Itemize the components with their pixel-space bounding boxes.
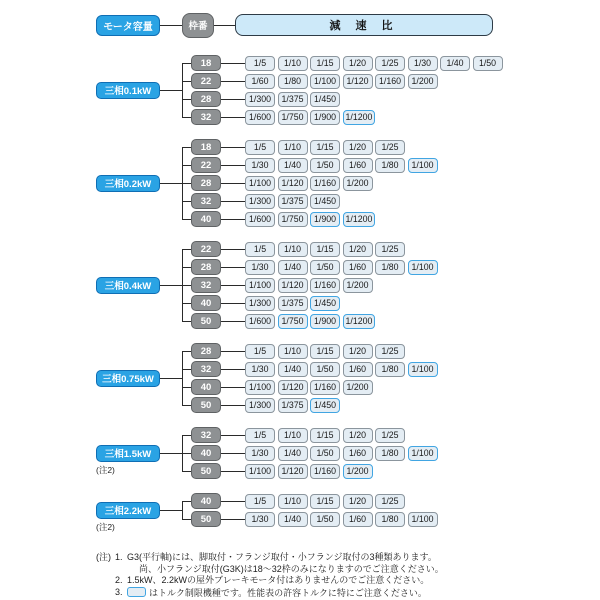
branch-line	[182, 351, 191, 352]
branch-line	[182, 117, 191, 118]
frame-number-box: 28	[191, 343, 221, 359]
ratio-box: 1/30	[245, 446, 275, 461]
ratio-box: 1/40	[278, 512, 308, 527]
frame-connector-line	[221, 219, 245, 220]
frame-row	[182, 174, 440, 192]
frame-row	[182, 192, 440, 210]
ratio-box: 1/100	[245, 176, 275, 191]
ratio-box: 1/450	[310, 92, 340, 107]
motor-capacity-label: 三相2.2kW	[96, 502, 160, 519]
branch-line	[182, 519, 191, 520]
frame-rows	[182, 492, 440, 528]
ratio-box: 1/20	[343, 140, 373, 155]
ratio-box: 1/15	[310, 428, 340, 443]
ratio-box: 1/20	[343, 494, 373, 509]
label-connector-line	[160, 90, 182, 91]
branch-line	[182, 435, 191, 436]
frame-number-box: 18	[191, 55, 221, 71]
ratio-box: 1/40	[440, 56, 470, 71]
ratio-box: 1/5	[245, 428, 275, 443]
motor-capacity-label: 三相0.4kW	[96, 277, 160, 294]
motor-label-column	[96, 175, 160, 192]
ratio-box: 1/80	[375, 446, 405, 461]
note-number: 1.	[115, 552, 123, 562]
branch-line	[182, 165, 191, 166]
frame-connector-line	[221, 117, 245, 118]
frame-connector-line	[221, 81, 245, 82]
ratio-box: 1/20	[343, 344, 373, 359]
branch-line	[182, 303, 191, 304]
ratio-box: 1/5	[245, 344, 275, 359]
ratio-box: 1/25	[375, 140, 405, 155]
motor-group	[96, 426, 600, 480]
ratio-box: 1/30	[245, 260, 275, 275]
torque-limited-sample-box	[127, 587, 146, 597]
note2-reference: (注2)	[96, 464, 115, 475]
ratio-box: 1/15	[310, 344, 340, 359]
frame-rows	[182, 240, 440, 330]
frame-number-header: 枠番	[182, 13, 214, 38]
ratio-box: 1/5	[245, 140, 275, 155]
ratio-box: 1/100	[245, 464, 275, 479]
ratio-box: 1/30	[245, 512, 275, 527]
ratio-box: 1/20	[343, 56, 373, 71]
frame-rows	[182, 426, 440, 480]
ratio-box: 1/15	[310, 242, 340, 257]
branch-line	[182, 81, 191, 82]
note2-reference: (注2)	[96, 521, 115, 532]
label-connector-line	[160, 510, 182, 511]
frame-connector-line	[221, 201, 245, 202]
frame-connector-line	[221, 99, 245, 100]
ratio-box: 1/30	[245, 158, 275, 173]
connector-line	[214, 25, 235, 26]
note-text	[127, 552, 444, 575]
frame-number-box: 32	[191, 277, 221, 293]
ratio-box: 1/300	[245, 194, 275, 209]
frame-number-box: 32	[191, 427, 221, 443]
frame-row	[182, 90, 505, 108]
ratio-box: 1/10	[278, 344, 308, 359]
branch-line	[182, 471, 191, 472]
frame-connector-line	[221, 453, 245, 454]
label-connector-line	[160, 453, 182, 454]
frame-rows	[182, 342, 440, 414]
frame-row	[182, 240, 440, 258]
ratio-box: 1/300	[245, 296, 275, 311]
branch-line	[182, 267, 191, 268]
ratio-box: 1/25	[375, 56, 405, 71]
frame-connector-line	[221, 165, 245, 166]
motor-groups-container	[96, 54, 600, 532]
frame-rows	[182, 138, 440, 228]
frame-connector-line	[221, 435, 245, 436]
frame-number-box: 50	[191, 313, 221, 329]
frame-row	[182, 138, 440, 156]
note-text	[127, 587, 427, 600]
note-text	[127, 575, 429, 587]
branch-line	[182, 249, 191, 250]
ratio-box: 1/60	[343, 446, 373, 461]
ratio-box: 1/60	[343, 158, 373, 173]
frame-row	[182, 294, 440, 312]
ratio-box: 1/50	[310, 260, 340, 275]
ratio-box: 1/160	[310, 464, 340, 479]
ratio-box-torque-limited: 1/100	[408, 446, 438, 461]
ratio-box-torque-limited: 1/1200	[343, 314, 376, 329]
ratio-box: 1/80	[375, 260, 405, 275]
ratio-box: 1/10	[278, 242, 308, 257]
frame-number-box: 22	[191, 241, 221, 257]
ratio-box: 1/40	[278, 158, 308, 173]
trunk-line	[182, 501, 183, 519]
ratio-box: 1/40	[278, 446, 308, 461]
motor-label-column	[96, 82, 160, 99]
branch-line	[182, 321, 191, 322]
frame-number-box: 40	[191, 211, 221, 227]
frame-row	[182, 54, 505, 72]
ratio-box-torque-limited: 1/450	[310, 398, 340, 413]
motor-label-column	[96, 370, 160, 387]
label-connector-line	[160, 285, 182, 286]
ratio-box: 1/160	[310, 380, 340, 395]
frame-row	[182, 396, 440, 414]
ratio-box-torque-limited: 1/100	[408, 260, 438, 275]
ratio-box-torque-limited: 1/450	[310, 296, 340, 311]
motor-group	[96, 54, 600, 126]
ratio-box: 1/30	[408, 56, 438, 71]
ratio-box: 1/120	[278, 176, 308, 191]
trunk-line	[182, 351, 183, 405]
ratio-box: 1/375	[278, 194, 308, 209]
frame-number-box: 32	[191, 109, 221, 125]
frame-number-box: 40	[191, 379, 221, 395]
ratio-box: 1/750	[278, 110, 308, 125]
frame-number-box: 40	[191, 493, 221, 509]
ratio-box: 1/600	[245, 110, 275, 125]
branch-line	[182, 285, 191, 286]
frame-number-box: 40	[191, 295, 221, 311]
ratio-box-torque-limited: 1/1200	[343, 212, 376, 227]
branch-line	[182, 369, 191, 370]
ratio-box: 1/50	[310, 362, 340, 377]
motor-label-column	[96, 445, 160, 475]
frame-connector-line	[221, 321, 245, 322]
ratio-box: 1/20	[343, 242, 373, 257]
ratio-box: 1/80	[278, 74, 308, 89]
frame-connector-line	[221, 405, 245, 406]
ratio-box: 1/600	[245, 212, 275, 227]
connector-line	[160, 25, 182, 26]
ratio-box: 1/120	[278, 464, 308, 479]
frame-row	[182, 492, 440, 510]
note-line: 1.5kW、2.2kWの屋外ブレーキモータ付はありませんのでご注意ください。	[127, 575, 430, 586]
frame-row	[182, 360, 440, 378]
frame-row	[182, 444, 440, 462]
frame-rows	[182, 54, 505, 126]
ratio-box: 1/200	[343, 380, 373, 395]
branch-line	[182, 99, 191, 100]
ratio-box: 1/5	[245, 242, 275, 257]
ratio-box: 1/50	[310, 446, 340, 461]
frame-connector-line	[221, 303, 245, 304]
ratio-box: 1/120	[278, 278, 308, 293]
branch-line	[182, 405, 191, 406]
ratio-box: 1/25	[375, 242, 405, 257]
ratio-box: 1/300	[245, 398, 275, 413]
branch-line	[182, 183, 191, 184]
frame-connector-line	[221, 519, 245, 520]
ratio-box: 1/80	[375, 362, 405, 377]
frame-connector-line	[221, 183, 245, 184]
ratio-box: 1/30	[245, 362, 275, 377]
branch-line	[182, 219, 191, 220]
note-item	[115, 575, 444, 587]
reduction-ratio-header: 減 速 比	[235, 14, 493, 36]
motor-label-column	[96, 502, 160, 532]
frame-row	[182, 426, 440, 444]
branch-line	[182, 501, 191, 502]
ratio-box: 1/60	[343, 512, 373, 527]
label-connector-line	[160, 378, 182, 379]
frame-number-box: 22	[191, 73, 221, 89]
frame-number-box: 50	[191, 397, 221, 413]
ratio-box: 1/40	[278, 260, 308, 275]
ratio-box: 1/5	[245, 494, 275, 509]
frame-number-box: 50	[191, 463, 221, 479]
frame-row	[182, 210, 440, 228]
frame-number-box: 28	[191, 175, 221, 191]
ratio-box: 1/375	[278, 398, 308, 413]
motor-group	[96, 492, 600, 532]
frame-number-box: 28	[191, 259, 221, 275]
note-number: 3.	[115, 586, 123, 597]
ratio-box: 1/20	[343, 428, 373, 443]
ratio-box: 1/160	[375, 74, 405, 89]
frame-connector-line	[221, 387, 245, 388]
notes-prefix: (注)	[96, 552, 111, 562]
ratio-box: 1/375	[278, 296, 308, 311]
frame-connector-line	[221, 501, 245, 502]
ratio-box: 1/5	[245, 56, 275, 71]
frame-row	[182, 342, 440, 360]
header-row	[96, 12, 600, 38]
frame-row	[182, 72, 505, 90]
frame-row	[182, 510, 440, 528]
frame-connector-line	[221, 267, 245, 268]
ratio-box: 1/600	[245, 314, 275, 329]
motor-group	[96, 342, 600, 414]
frame-number-box: 50	[191, 511, 221, 527]
ratio-box: 1/160	[310, 278, 340, 293]
ratio-box: 1/375	[278, 92, 308, 107]
notes-section	[96, 552, 600, 599]
frame-number-box: 32	[191, 361, 221, 377]
ratio-box-torque-limited: 1/100	[408, 158, 438, 173]
ratio-box: 1/900	[310, 110, 340, 125]
branch-line	[182, 63, 191, 64]
ratio-box: 1/100	[310, 74, 340, 89]
motor-capacity-label: 三相0.2kW	[96, 175, 160, 192]
ratio-box: 1/200	[408, 74, 438, 89]
frame-row	[182, 312, 440, 330]
frame-connector-line	[221, 63, 245, 64]
trunk-line	[182, 249, 183, 321]
ratio-box-torque-limited: 1/900	[310, 314, 340, 329]
ratio-box-torque-limited: 1/100	[408, 362, 438, 377]
ratio-box: 1/15	[310, 494, 340, 509]
ratio-box: 1/100	[408, 512, 438, 527]
trunk-line	[182, 63, 183, 117]
note-item	[115, 587, 444, 600]
frame-row	[182, 258, 440, 276]
ratio-box: 1/50	[310, 512, 340, 527]
branch-line	[182, 201, 191, 202]
ratio-box-torque-limited: 1/1200	[343, 110, 376, 125]
motor-capacity-label: 三相0.75kW	[96, 370, 160, 387]
branch-line	[182, 453, 191, 454]
note-line: G3(平行軸)には、脚取付・フランジ取付・小フランジ取付の3種類あります。	[127, 552, 437, 562]
branch-line	[182, 387, 191, 388]
motor-capacity-label: 三相0.1kW	[96, 82, 160, 99]
frame-connector-line	[221, 147, 245, 148]
motor-group	[96, 138, 600, 228]
ratio-box: 1/10	[278, 140, 308, 155]
ratio-box: 1/10	[278, 494, 308, 509]
frame-number-box: 40	[191, 445, 221, 461]
ratio-box: 1/50	[310, 158, 340, 173]
ratio-box: 1/80	[375, 158, 405, 173]
ratio-box-torque-limited: 1/900	[310, 212, 340, 227]
ratio-box: 1/160	[310, 176, 340, 191]
frame-number-box: 28	[191, 91, 221, 107]
ratio-box: 1/25	[375, 494, 405, 509]
ratio-box: 1/60	[245, 74, 275, 89]
frame-row	[182, 108, 505, 126]
frame-connector-line	[221, 285, 245, 286]
motor-capacity-label: 三相1.5kW	[96, 445, 160, 462]
ratio-box: 1/450	[310, 194, 340, 209]
ratio-box: 1/750	[278, 212, 308, 227]
label-connector-line	[160, 183, 182, 184]
ratio-box: 1/120	[278, 380, 308, 395]
frame-row	[182, 462, 440, 480]
note-line: 尚、小フランジ取付(G3K)は18～32枠のみになりますのでご注意ください。	[139, 563, 444, 574]
frame-number-box: 32	[191, 193, 221, 209]
trunk-line	[182, 435, 183, 471]
frame-row	[182, 276, 440, 294]
ratio-box: 1/25	[375, 428, 405, 443]
ratio-box: 1/40	[278, 362, 308, 377]
frame-row	[182, 156, 440, 174]
ratio-box: 1/100	[245, 380, 275, 395]
motor-group	[96, 240, 600, 330]
ratio-box: 1/60	[343, 362, 373, 377]
ratio-box-torque-limited: 1/750	[278, 314, 308, 329]
frame-connector-line	[221, 351, 245, 352]
ratio-box: 1/10	[278, 428, 308, 443]
ratio-box: 1/200	[343, 278, 373, 293]
ratio-box: 1/50	[473, 56, 503, 71]
branch-line	[182, 147, 191, 148]
frame-connector-line	[221, 249, 245, 250]
ratio-box: 1/80	[375, 512, 405, 527]
frame-connector-line	[221, 369, 245, 370]
motor-label-column	[96, 277, 160, 294]
note-item	[115, 552, 444, 575]
note-line: はトルク制限機種です。性能表の許容トルクに特にご注意ください。	[127, 587, 427, 600]
trunk-line	[182, 147, 183, 219]
ratio-box: 1/60	[343, 260, 373, 275]
ratio-box: 1/15	[310, 140, 340, 155]
frame-connector-line	[221, 471, 245, 472]
ratio-box: 1/120	[343, 74, 373, 89]
notes-list	[115, 552, 444, 599]
ratio-box: 1/10	[278, 56, 308, 71]
note-number: 2.	[115, 575, 123, 586]
ratio-box: 1/15	[310, 56, 340, 71]
ratio-box: 1/100	[245, 278, 275, 293]
frame-number-box: 18	[191, 139, 221, 155]
ratio-box: 1/300	[245, 92, 275, 107]
frame-row	[182, 378, 440, 396]
motor-capacity-header: モータ容量	[96, 15, 160, 36]
ratio-box-torque-limited: 1/200	[343, 464, 373, 479]
ratio-box: 1/200	[343, 176, 373, 191]
frame-number-box: 22	[191, 157, 221, 173]
ratio-box: 1/25	[375, 344, 405, 359]
